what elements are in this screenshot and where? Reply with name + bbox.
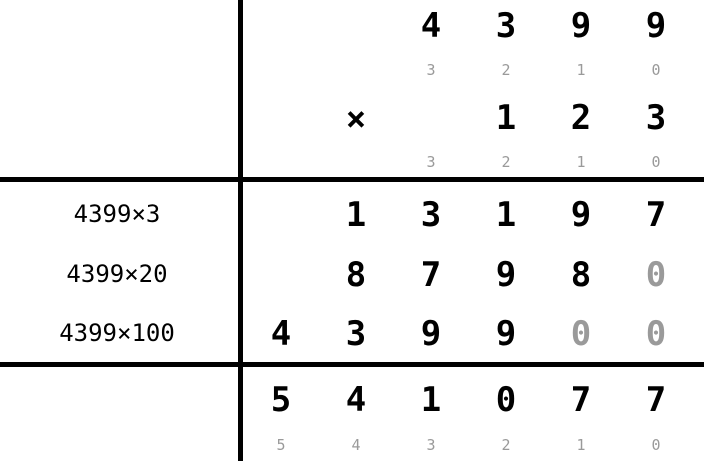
partial-digit: 9 [420, 314, 442, 354]
result-digit: 1 [420, 380, 442, 420]
multiplicand-digit: 3 [495, 6, 517, 46]
partial-label: 4399×100 [59, 319, 175, 347]
partial-digit: 1 [495, 195, 517, 235]
multiplicand-digit: 9 [570, 6, 592, 46]
divider-bottom [0, 362, 704, 367]
place-index: 2 [501, 61, 511, 79]
result-digit: 7 [645, 380, 667, 420]
multiply-operator: × [345, 99, 367, 139]
result-digit: 5 [270, 380, 292, 420]
partial-digit: 1 [345, 195, 367, 235]
place-index: 3 [426, 436, 436, 454]
partial-digit: 8 [345, 255, 367, 295]
partial-digit: 7 [645, 195, 667, 235]
place-index: 1 [576, 153, 586, 171]
partial-digit: 9 [495, 255, 517, 295]
result-digit: 4 [345, 380, 367, 420]
place-index: 0 [651, 61, 661, 79]
place-index: 2 [501, 153, 511, 171]
multiplier-digit: 1 [495, 98, 517, 138]
partial-digit: 3 [420, 195, 442, 235]
result-digit: 0 [495, 380, 517, 420]
result-digit: 7 [570, 380, 592, 420]
multiplier-digit: 3 [645, 98, 667, 138]
partial-label: 4399×3 [73, 200, 161, 228]
divider-top [0, 177, 704, 182]
divider-vertical [238, 0, 243, 461]
partial-digit: 9 [495, 314, 517, 354]
shift-zero: 0 [645, 255, 667, 295]
place-index: 4 [351, 436, 361, 454]
shift-zero: 0 [645, 314, 667, 354]
multiplicand-digit: 4 [420, 6, 442, 46]
place-index: 2 [501, 436, 511, 454]
place-index: 3 [426, 153, 436, 171]
place-index: 0 [651, 436, 661, 454]
place-index: 5 [276, 436, 286, 454]
partial-digit: 7 [420, 255, 442, 295]
multiplier-digit: 2 [570, 98, 592, 138]
place-index: 1 [576, 61, 586, 79]
partial-digit: 4 [270, 314, 292, 354]
partial-digit: 9 [570, 195, 592, 235]
partial-label: 4399×20 [66, 260, 168, 288]
place-index: 3 [426, 61, 436, 79]
partial-digit: 3 [345, 314, 367, 354]
shift-zero: 0 [570, 314, 592, 354]
place-index: 0 [651, 153, 661, 171]
multiplicand-digit: 9 [645, 6, 667, 46]
partial-digit: 8 [570, 255, 592, 295]
place-index: 1 [576, 436, 586, 454]
